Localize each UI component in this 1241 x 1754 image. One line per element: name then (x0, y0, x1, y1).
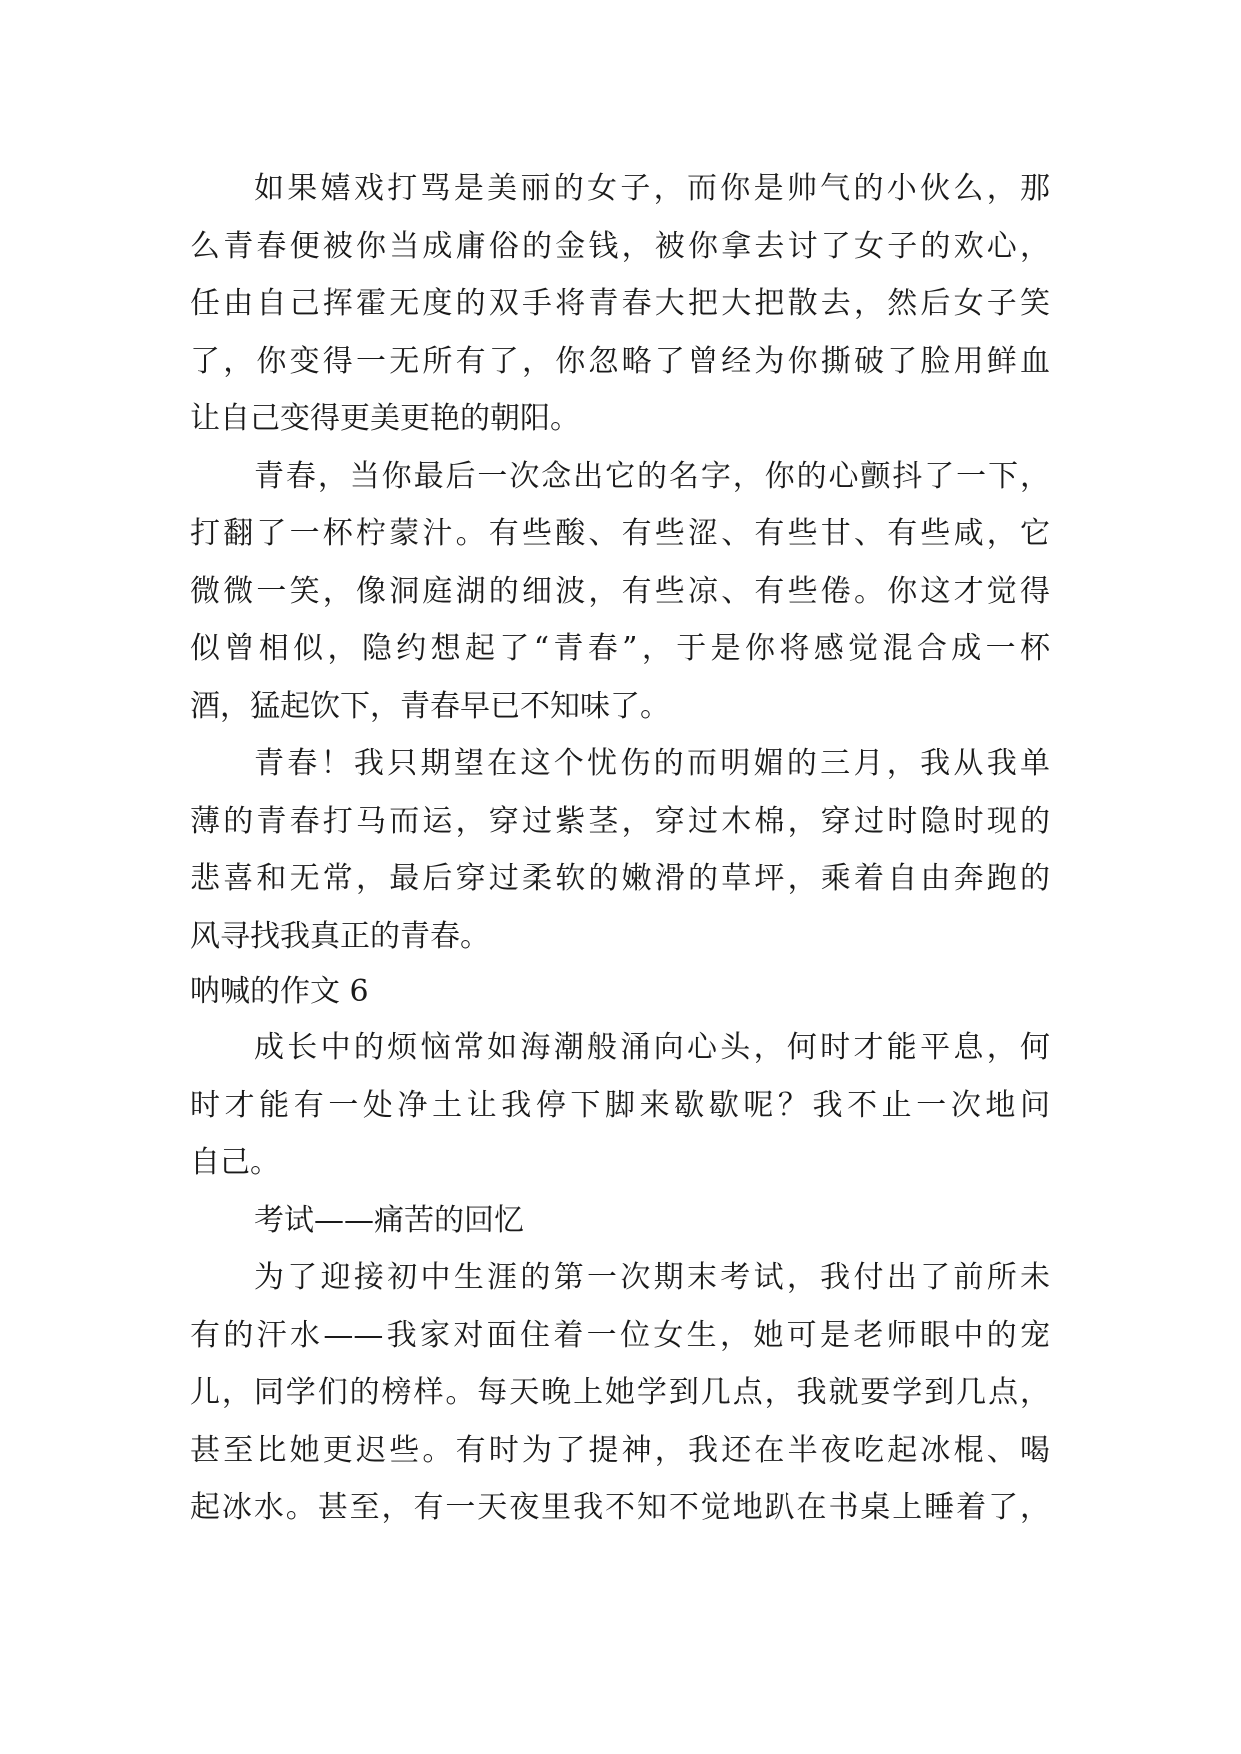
paragraph-5-line-3: 儿，同学们的榜样。每天晚上她学到几点，我就要学到几点， (190, 1375, 1050, 1410)
paragraph-1-line-5: 让自己变得更美更艳的朝阳。 (190, 401, 580, 436)
paragraph-2-line-3: 微微一笑，像洞庭湖的细波，有些凉、有些倦。你这才觉得 (190, 573, 1050, 609)
paragraph-4-line-2: 时才能有一处净土让我停下脚来歇歇呢？我不止一次地问 (190, 1087, 1050, 1123)
document-body (190, 160, 1050, 1537)
section-heading: 呐喊的作文 6 (190, 974, 369, 1009)
paragraph-5-line-4: 甚至比她更迟些。有时为了提神，我还在半夜吃起冰棍、喝 (190, 1432, 1050, 1468)
paragraph-1-line-4: 了，你变得一无所有了，你忽略了曾经为你撕破了脸用鲜血 (190, 343, 1050, 379)
paragraph-1-line-1: 如果嬉戏打骂是美丽的女子，而你是帅气的小伙么，那 (254, 171, 1050, 206)
paragraph-1-line-3: 任由自己挥霍无度的双手将青春大把大把散去，然后女子笑 (190, 286, 1050, 321)
paragraph-5-line-5: 起冰水。甚至，有一天夜里我不知不觉地趴在书桌上睡着了， (190, 1490, 1050, 1525)
paragraph-2-line-4: 似曾相似，隐约想起了“青春”，于是你将感觉混合成一杯 (190, 631, 1050, 666)
paragraph-1-line-2: 么青春便被你当成庸俗的金钱，被你拿去讨了女子的欢心， (190, 228, 1050, 264)
paragraph-4-line-3: 自己。 (190, 1145, 280, 1180)
paragraph-2-line-5: 酒，猛起饮下，青春早已不知味了。 (190, 688, 670, 724)
paragraph-2-line-2: 打翻了一杯柠蒙汁。有些酸、有些涩、有些甘、有些咸，它 (190, 516, 1050, 551)
paragraph-3-line-3: 悲喜和无常，最后穿过柔软的嫩滑的草坪，乘着自由奔跑的 (190, 861, 1050, 896)
paragraph-3-line-4: 风寻找我真正的青春。 (190, 918, 490, 954)
paragraph-5-line-1: 为了迎接初中生涯的第一次期末考试，我付出了前所未 (254, 1260, 1050, 1295)
paragraph-4-line-1: 成长中的烦恼常如海潮般涌向心头，何时才能平息，何 (254, 1030, 1050, 1065)
paragraph-5-line-2: 有的汗水——我家对面住着一位女生，她可是老师眼中的宠 (190, 1317, 1050, 1353)
paragraph-3-line-1: 青春！我只期望在这个忧伤的而明媚的三月，我从我单 (254, 746, 1050, 781)
paragraph-2-line-1: 青春，当你最后一次念出它的名字，你的心颤抖了一下， (254, 458, 1050, 494)
paragraph-3-line-2: 薄的青春打马而运，穿过紫茎，穿过木棉，穿过时隐时现的 (190, 803, 1050, 839)
subheading-exam: 考试——痛苦的回忆 (254, 1202, 524, 1238)
